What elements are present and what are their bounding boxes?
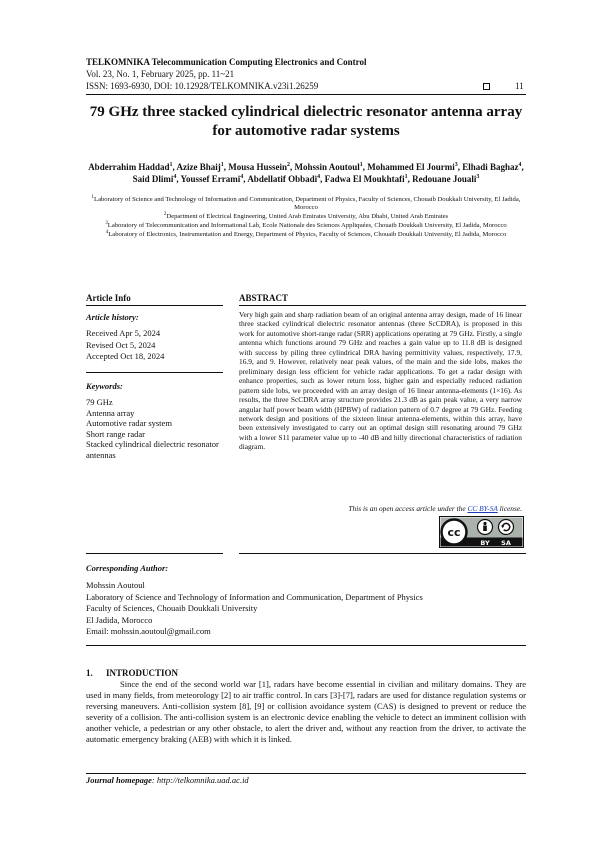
affiliation-number: 3 (105, 221, 108, 227)
author-separator: , (223, 162, 229, 172)
cc-sa-mark: SA (501, 539, 511, 547)
affiliation-text: Laboratory of Science and Technology of Information and Communication, Department of Physics, Faculty of Sciences, Chouaib Doukkali University, El Jadida, Morocco (94, 196, 521, 212)
cc-by-sa-link[interactable]: CC BY-SA (467, 504, 498, 513)
author-separator: , (407, 173, 413, 184)
author-name: Mohssin Aoutoul (294, 162, 360, 172)
author-separator: , (176, 173, 181, 184)
square-icon (483, 83, 490, 90)
author-affiliation-mark: 1 (220, 162, 224, 168)
keywords-heading: Keywords: (86, 381, 123, 391)
history-accepted: Accepted Oct 18, 2024 (86, 351, 165, 361)
author-name: Mousa Hussein (228, 162, 287, 172)
abstract-text: Very high gain and sharp radiation beam of an original antenna array design, made of 16 linear three stacked cylindrical dielectric resonator antennas (three ScCDRA), is proposed in this work for automotive short-range radar (SRR) applications operating at 79 GHz. Firstly, a single antenna which functions around 79 GHz and reaches a gain value up to 11.8 dB is designed with success by piling three cylindrical DRA having permittivity values, respectively, 17.9, 16.9, and 9. However, relatively near peak values, of the main and the side lobs, makes the preliminary design less efficient for vehicle radar applications. To get a radar design with enhance properties, such as lower return loss, higher gain and especially reduced radiation pattern side lobs, we proceeded with an array design of 16 linear antenna-elements (1×16). As results, the three ScCDRA array structure provides 21.3 dB as gain peak value, a very narrow angular half power beam width (HPBW) of radiation pattern of 0.7 degree at 79 GHz. Feeding network design and positions of the sixteen linear antenna-elements, within this array, have been extensively investigated to carry out an optimal design still resonating around 79 GHz with a lower S11 parameter value up to -40 dB and hilly directional characteristics of radiation diagram. (239, 310, 522, 452)
affiliation-text: Department of Electrical Engineering, United Arab Emirates University, Abu Dhabi, United Arab Emirates (166, 213, 449, 221)
author-separator: , (243, 173, 248, 184)
affiliation-number: 1 (91, 194, 95, 200)
keywords-divider (86, 553, 223, 554)
cc-mark: cc (447, 526, 461, 539)
article-info-heading: Article Info (86, 293, 223, 306)
corresponding-lab: Laboratory of Science and Technology of Information and Communication, Department of Physics (86, 591, 423, 602)
homepage-sep: : (151, 775, 157, 785)
corresponding-city: El Jadida, Morocco (86, 614, 153, 625)
keyword-item: Automotive radar system (86, 418, 172, 428)
affiliation-text: Laboratory of Telecommunication and Informational Lab, Ecole Nationale des Sciences Appliquées, Chouaib Doukkali University, El Jadida, Morocco (107, 222, 507, 230)
history-heading: Article history: (86, 312, 139, 322)
journal-homepage (86, 775, 249, 786)
affiliation-number: 4 (105, 230, 109, 236)
keyword-item: Short range radar (86, 428, 146, 439)
author-name: Abderrahim Haddad (88, 162, 170, 172)
abstract-divider (239, 553, 526, 554)
history-received: Received Apr 5, 2024 (86, 328, 161, 338)
history-revised: Revised Oct 5, 2024 (86, 339, 156, 350)
corresponding-name: Mohssin Aoutoul (86, 580, 145, 590)
affiliation-item (86, 222, 526, 230)
author-name: Said Dlimi (132, 173, 174, 184)
license-prefix: This is an open access article under the (348, 504, 468, 513)
cc-by-mark: BY (480, 539, 490, 547)
author-list (86, 162, 526, 185)
author-affiliation-mark: 3 (476, 173, 480, 180)
author-affiliation-mark: 4 (518, 162, 522, 168)
author-name: Elhadi Baghaz (462, 162, 519, 172)
license-note (239, 504, 522, 514)
affiliation-item (86, 231, 526, 239)
section-title: INTRODUCTION (106, 668, 179, 678)
homepage-link[interactable]: http://telkomnika.uad.ac.id (156, 775, 249, 785)
author-affiliation-mark: 4 (173, 173, 177, 180)
author-separator: , (362, 162, 368, 172)
volume-line: Vol. 23, No. 1, February 2025, pp. 11~21 (86, 69, 235, 79)
section-heading-introduction (86, 668, 178, 679)
author-separator: , (521, 162, 524, 172)
author-affiliation-mark: 1 (404, 173, 408, 180)
author-affiliation-mark: 1 (359, 162, 363, 168)
keyword-item: 79 GHz (86, 397, 113, 407)
keyword-item: Stacked cylindrical dielectric resonator antennas (86, 439, 219, 460)
corresponding-info (86, 580, 526, 638)
author-affiliation-mark: 4 (240, 173, 244, 180)
issn-doi-line: ISSN: 1693-6930, DOI: 10.12928/TELKOMNIKA.v23i1.26259 (86, 81, 319, 91)
author-name: Fadwa El Moukhtafi (324, 173, 405, 184)
affiliation-list (86, 196, 526, 240)
author-affiliation-mark: 2 (286, 162, 290, 168)
corresponding-faculty: Faculty of Sciences, Chouaib Doukkali University (86, 603, 258, 613)
author-affiliation-mark: 3 (454, 162, 458, 168)
page-number: 11 (515, 81, 524, 91)
license-suffix: license. (497, 504, 522, 513)
author-name: Youssef Errami (180, 173, 241, 184)
section-number: 1. (86, 668, 93, 678)
footer-divider (86, 773, 526, 774)
corresponding-email[interactable]: Email: mohssin.aoutoul@gmail.com (86, 626, 211, 636)
author-separator: , (457, 162, 463, 172)
header-divider (86, 94, 526, 95)
introduction-paragraph: Since the end of the second world war [1], radars have become essential in civilian and military domains. They are used in many fields, from meteorology [2] to air traffic control. In cars [3]-[7], radars are used for distance regulation systems or reversing maneuvers. Anti-collision system [8], [9] or collision avoidance system (CAS) is designed to prevent or reduce the severity of a collision. The anti-collision system is an electronic device enabling the vehicle to detect an imminent collision with another vehicle, a pedestrian or any other obstacle, to alert the driver and, without any reaction from the driver, to activate the automatic emergency braking (AEB) with which it is linked. (86, 679, 526, 744)
affiliation-item (86, 196, 526, 213)
author-separator: , (289, 162, 295, 172)
paper-title: 79 GHz three stacked cylindrical dielectric resonator antenna array for automotive radar systems (89, 104, 523, 139)
author-separator: , (172, 162, 177, 172)
affiliation-text: Laboratory of Electronics, Instrumentation and Energy, Department of Physics, Faculty of Sciences, Chouaib Doukkali University, El Jadida, Morocco (108, 231, 507, 239)
keyword-item: Antenna array (86, 407, 135, 418)
homepage-label: Journal homepage (86, 775, 152, 785)
history-divider (86, 372, 223, 373)
affiliation-number: 2 (163, 212, 167, 218)
cc-by-sa-logo-icon[interactable] (439, 516, 524, 548)
affiliation-item (86, 213, 526, 221)
keywords-list (86, 397, 223, 460)
author-name: Mohammed El Jourmi (367, 162, 455, 172)
corresponding-divider (86, 645, 526, 646)
author-affiliation-mark: 4 (317, 173, 321, 180)
author-separator: , (320, 173, 325, 184)
author-name: Redouane Jouali (412, 173, 477, 184)
journal-title: TELKOMNIKA Telecommunication Computing Electronics and Control (86, 57, 367, 67)
corresponding-heading: Corresponding Author: (86, 563, 169, 573)
abstract-heading: ABSTRACT (239, 293, 526, 306)
author-name: Azize Bhaij (176, 162, 221, 172)
author-affiliation-mark: 1 (169, 162, 173, 168)
author-name: Abdellatif Obbadi (247, 173, 318, 184)
history-list (86, 328, 164, 363)
